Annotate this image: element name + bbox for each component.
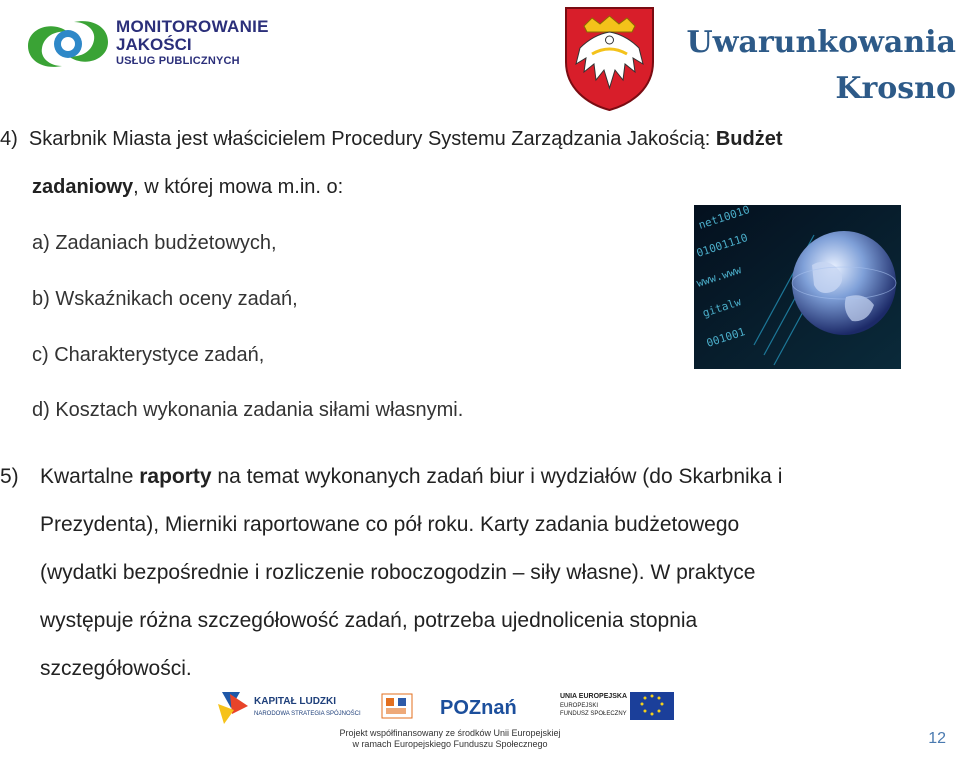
eu-flag-icon (630, 692, 674, 720)
poznan-logo: POZnań (440, 697, 517, 719)
slide-title (686, 20, 956, 112)
section4-item-b: b) Wskaźnikach oceny zadań, (32, 288, 298, 310)
logo-line3: USŁUG PUBLICZNYCH (116, 55, 240, 67)
svg-text:gitalw: gitalw (700, 295, 743, 320)
ue-line1: UNIA EUROPEJSKA (560, 693, 628, 700)
kapital-sub: NARODOWA STRATEGIA SPÓJNOŚCI (254, 711, 361, 717)
section4-item-a: a) Zadaniach budżetowych, (32, 232, 277, 254)
section4-line1 (0, 125, 783, 153)
kapital-title: KAPITAŁ LUDZKI (254, 696, 337, 707)
project-line2: w ramach Europejskiego Funduszu Społecznego (352, 739, 548, 749)
section5-line4: występuje różna szczegółowość zadań, potrzeba ujednolicenia stopnia (40, 609, 698, 632)
section4-text-a: Skarbnik Miasta jest właścicielem Procedury Systemu Zarządzania Jakością: (28, 128, 716, 150)
section5-line2: Prezydenta), Mierniki raportowane co pół roku. Karty zadania budżetowego (40, 513, 740, 536)
footer-logos (210, 684, 690, 754)
section5-number: 5) (0, 465, 19, 488)
ue-line2: EUROPEJSKI (560, 703, 599, 709)
svg-text:001001: 001001 (704, 325, 747, 350)
svg-text:net10010: net10010 (696, 205, 752, 232)
section5 (0, 453, 930, 693)
section4-bold-1: Budżet (715, 128, 783, 150)
page-number: 12 (928, 730, 946, 747)
section5-text-pre: Kwartalne (40, 465, 140, 488)
globe-binary-image (694, 205, 901, 369)
section4-bold-2: zadaniowy (32, 176, 134, 198)
section5-line5: szczegółowości. (40, 657, 192, 680)
ue-line3: FUNDUSZ SPOŁECZNY (560, 711, 627, 717)
logo-text (116, 18, 269, 68)
svg-text:01001110: 01001110 (694, 231, 750, 260)
kapital-ludzki-logo-icon (218, 692, 248, 724)
monitoring-logo (22, 14, 292, 74)
section4-line2 (32, 173, 343, 201)
logo-line2: JAKOŚCI (116, 35, 192, 54)
logo-line1: MONITOROWANIE (116, 17, 269, 36)
section4-text-b: , w której mowa m.in. o: (133, 176, 344, 198)
regional-logo-icon (382, 694, 412, 718)
section5-line1 (0, 453, 930, 501)
city-crest-icon (562, 4, 657, 112)
section4-number: 4) (0, 128, 18, 150)
section5-bold: raporty (139, 465, 212, 488)
title-line2: Krosno (835, 71, 956, 106)
section4-item-d: d) Kosztach wykonania zadania siłami własnymi. (32, 399, 464, 421)
section5-text-post: na temat wykonanych zadań biur i wydziałów (do Skarbnika i (211, 465, 783, 488)
svg-text:www.www: www.www (694, 263, 744, 290)
logo-mark-icon (22, 14, 114, 74)
section5-line3: (wydatki bezpośrednie i rozliczenie roboczogodzin – siły własne). W praktyce (40, 561, 756, 584)
title-line1: Uwarunkowania (686, 25, 956, 60)
section4-item-c: c) Charakterystyce zadań, (32, 344, 265, 366)
project-line1: Projekt współfinansowany ze środków Unii Europejskiej (339, 728, 561, 738)
